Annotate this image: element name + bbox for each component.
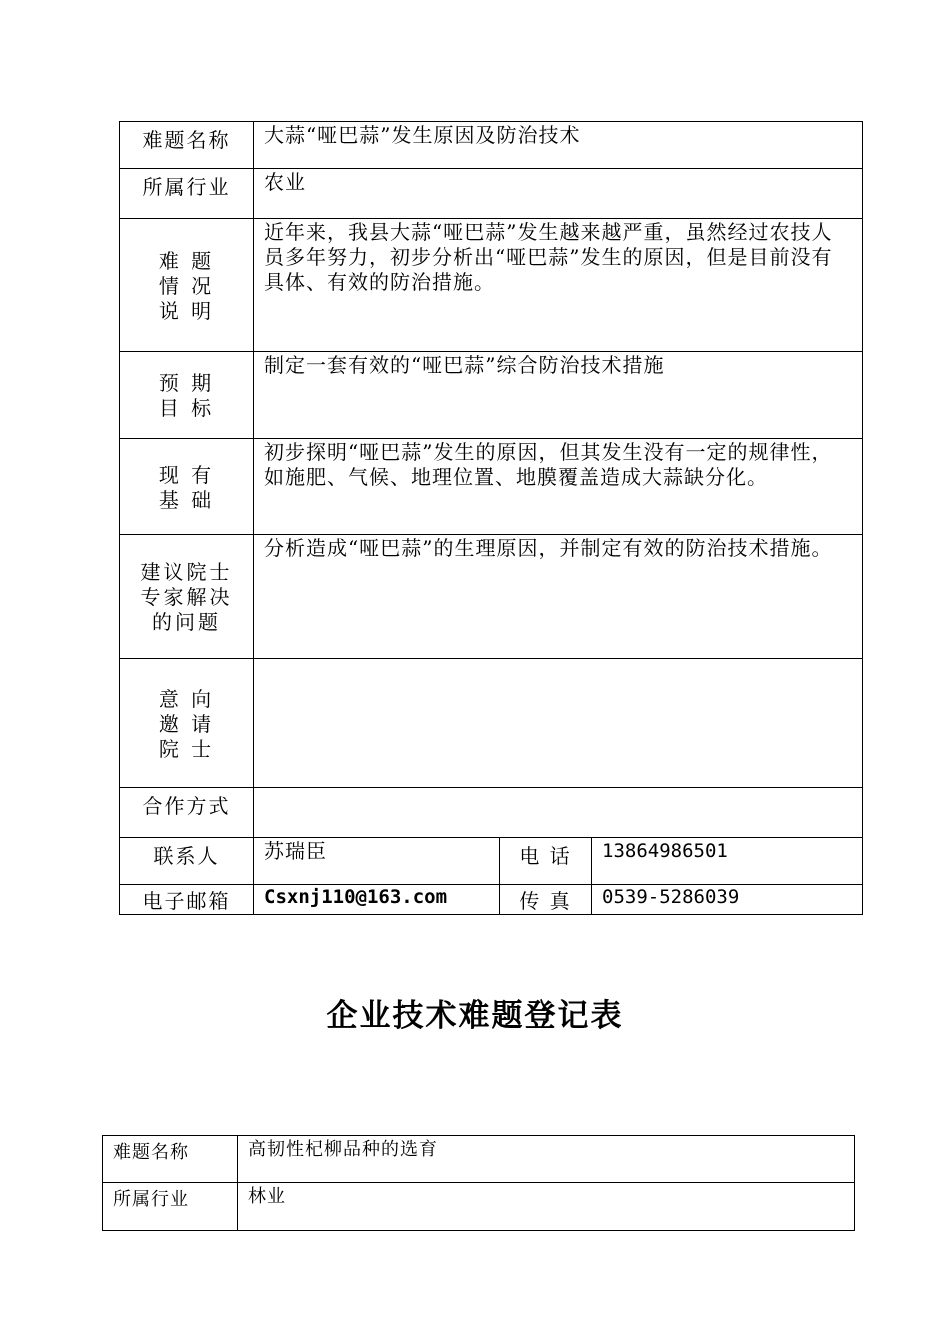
problem-name-value: 大蒜“哑巴蒜”发生原因及防治技术 [254,122,863,169]
situation-label: 难 题 情 况 说 明 [120,219,254,352]
problem-name-label: 难题名称 [120,122,254,169]
coop-label: 合作方式 [120,788,254,838]
row-contact [120,838,863,885]
fax-value: 0539-5286039 [592,885,863,915]
industry-label: 所属行业 [120,169,254,219]
basis-value: 初步探明“哑巴蒜”发生的原因，但其发生没有一定的规律性，如施肥、气候、地理位置、地膜覆盖造成大蒜缺分化。 [254,439,863,535]
row-situation [120,219,863,352]
row-basis [120,439,863,535]
invite-value [254,659,863,788]
row-email [120,885,863,915]
goal-label: 预 期 目 标 [120,352,254,439]
page-heading: 企业技术难题登记表 [326,998,624,1034]
row-goal [120,352,863,439]
row-problem-name [120,122,863,169]
problem-form-table-2 [102,1135,855,1231]
invite-label: 意 向 邀 请 院 士 [120,659,254,788]
basis-label: 现 有 基 础 [120,439,254,535]
suggest-value: 分析造成“哑巴蒜”的生理原因，并制定有效的防治技术措施。 [254,535,863,659]
row-industry-2 [103,1183,855,1231]
industry-value-2: 林业 [238,1183,855,1231]
problem-form-table-1 [119,121,863,915]
situation-value: 近年来，我县大蒜“哑巴蒜”发生越来越严重，虽然经过农技人员多年努力，初步分析出“哑巴蒜”发生的原因，但是目前没有具体、有效的防治措施。 [254,219,863,352]
email-label: 电子邮箱 [120,885,254,915]
email-value: Csxnj110@163.com [254,885,500,915]
problem-name-value-2: 高韧性杞柳品种的选育 [238,1136,855,1183]
problem-name-label-2: 难题名称 [103,1136,238,1183]
phone-value: 13864986501 [592,838,863,885]
industry-value: 农业 [254,169,863,219]
industry-label-2: 所属行业 [103,1183,238,1231]
row-suggest [120,535,863,659]
contact-value: 苏瑞臣 [254,838,500,885]
suggest-label: 建议院士 专家解决 的问题 [120,535,254,659]
row-industry [120,169,863,219]
phone-label: 电 话 [500,838,592,885]
row-coop [120,788,863,838]
goal-value: 制定一套有效的“哑巴蒜”综合防治技术措施 [254,352,863,439]
contact-label: 联系人 [120,838,254,885]
fax-label: 传 真 [500,885,592,915]
coop-value [254,788,863,838]
row-problem-name-2 [103,1136,855,1183]
row-invite [120,659,863,788]
